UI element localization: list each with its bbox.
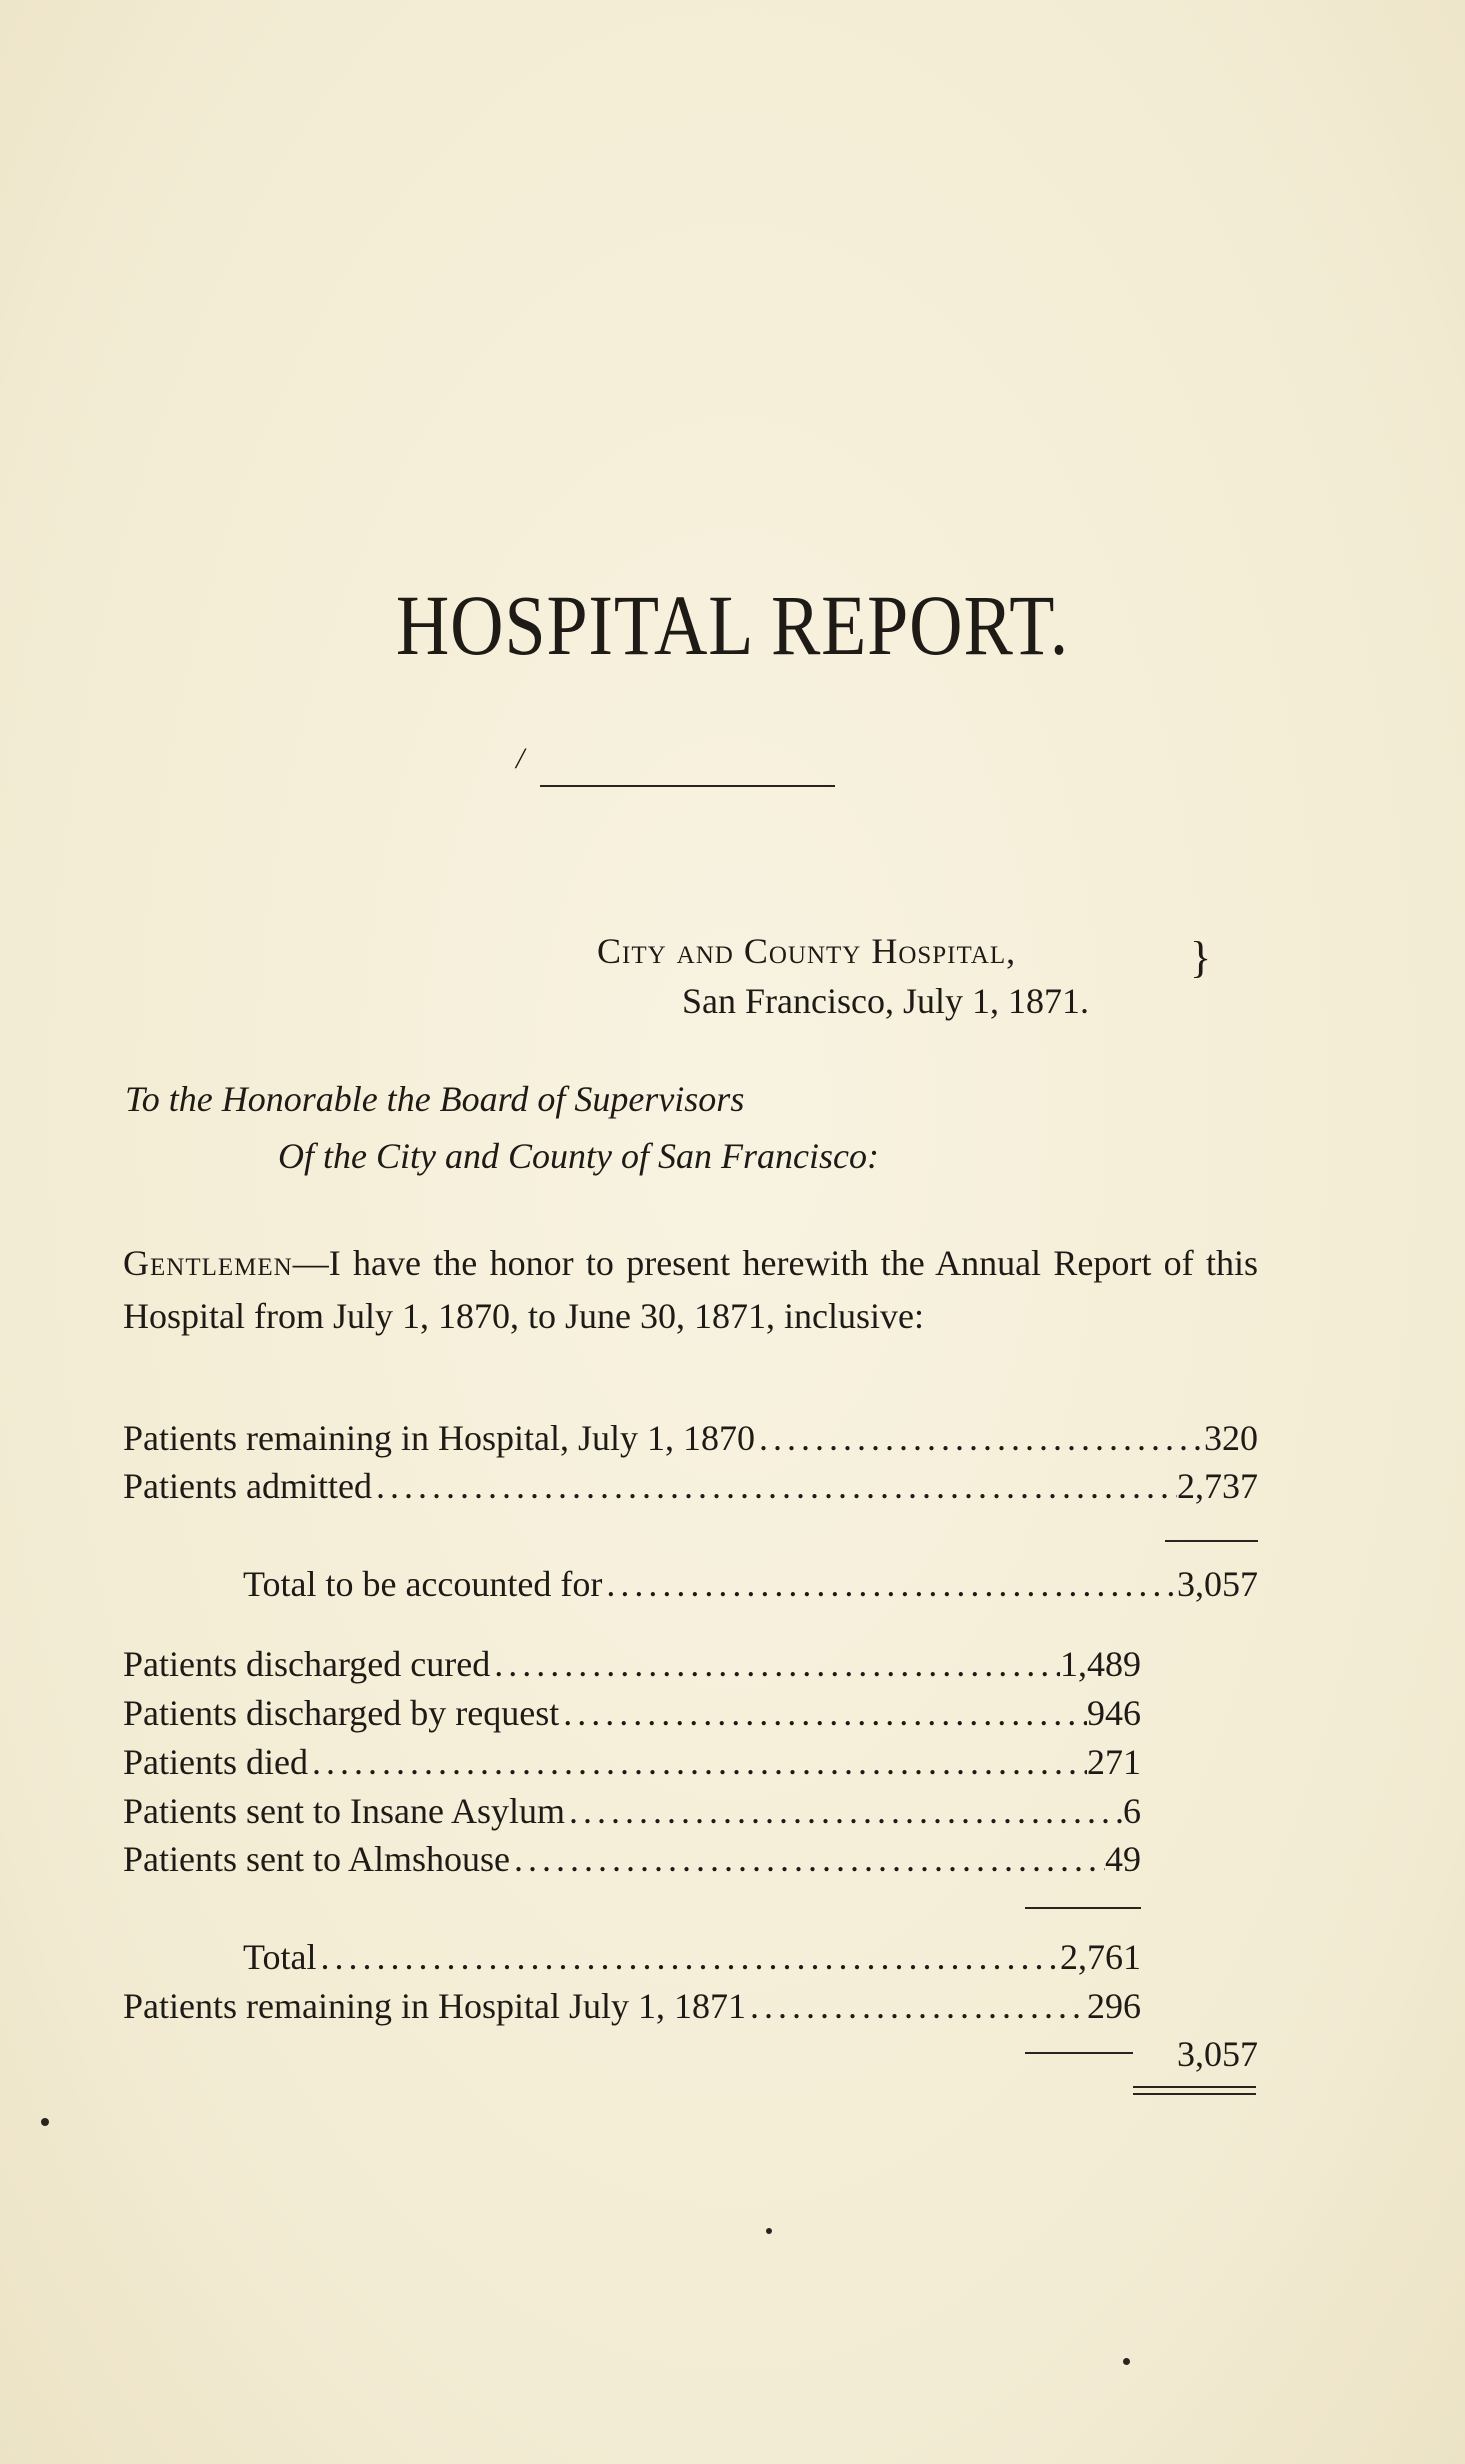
row-label: Total to be accounted for — [243, 1564, 603, 1604]
row-value: 49 — [1105, 1839, 1141, 1879]
row-value: 320 — [1204, 1418, 1258, 1458]
sum-rule — [1165, 1540, 1258, 1542]
intro-paragraph — [123, 1237, 1258, 1343]
row-value: 2,737 — [1177, 1466, 1258, 1506]
row-label: Patients discharged cured — [123, 1644, 491, 1684]
row-label: Patients sent to Insane Asylum — [123, 1791, 565, 1831]
leader-dots — [372, 1465, 1177, 1507]
leader-dots — [510, 1838, 1105, 1880]
leader-dots — [602, 1563, 1177, 1605]
table-row — [243, 1936, 1141, 1978]
row-label: Patients remaining in Hospital, July 1, 1870 — [123, 1418, 755, 1458]
page-title: HOSPITAL REPORT. — [395, 577, 1070, 673]
intro-text: —I have the honor to present herewith the Annual Report of this Hospital from July 1, 1870, to June 30, 1871, inclusive: — [123, 1243, 1258, 1336]
table-row — [123, 1643, 1141, 1685]
row-value: 6 — [1123, 1791, 1141, 1831]
ink-speck — [1123, 2358, 1130, 2365]
table-row — [123, 1465, 1258, 1507]
row-label: Patients sent to Almshouse — [123, 1839, 510, 1879]
grand-total — [1160, 2033, 1258, 2075]
row-label: Patients died — [123, 1742, 308, 1782]
row-label: Patients discharged by request — [123, 1693, 560, 1733]
ink-speck — [766, 2228, 772, 2234]
leader-dots — [565, 1790, 1123, 1832]
header-institution: City and County Hospital, — [597, 931, 1017, 971]
table-row — [123, 1692, 1141, 1734]
address-line-2: Of the City and County of San Francisco: — [278, 1136, 879, 1176]
leader-dots — [316, 1936, 1060, 1978]
table-row — [123, 1790, 1141, 1832]
table-row — [123, 1741, 1141, 1783]
row-value: 271 — [1087, 1742, 1141, 1782]
row-value: 1,489 — [1060, 1644, 1141, 1684]
leader-dots — [746, 1985, 1087, 2027]
leader-dots — [490, 1643, 1060, 1685]
table-row — [123, 1417, 1258, 1459]
header-brace: } — [1190, 933, 1212, 982]
row-value: 3,057 — [1177, 1564, 1258, 1604]
title-rule — [540, 785, 835, 787]
stray-mark: / — [516, 742, 525, 775]
table-row — [123, 1838, 1141, 1880]
header-place-date: San Francisco, July 1, 1871. — [682, 981, 1089, 1021]
grand-total-value: 3,057 — [1177, 2034, 1258, 2074]
row-value: 296 — [1087, 1986, 1141, 2026]
table-row — [243, 1563, 1258, 1605]
row-label: Patients remaining in Hospital July 1, 1871 — [123, 1986, 746, 2026]
address-line-1: To the Honorable the Board of Supervisors — [125, 1079, 745, 1119]
double-rule — [1133, 2086, 1256, 2095]
row-value: 946 — [1087, 1693, 1141, 1733]
ink-speck — [41, 2118, 49, 2126]
row-label: Patients admitted — [123, 1466, 372, 1506]
row-label: Total — [243, 1937, 317, 1977]
salutation: Gentlemen — [123, 1243, 293, 1283]
sum-rule — [1025, 1907, 1141, 1909]
row-value: 2,761 — [1060, 1937, 1141, 1977]
table-row — [123, 1985, 1141, 2027]
leader-dots — [559, 1692, 1087, 1734]
leader-dots — [755, 1417, 1204, 1459]
sum-rule — [1025, 2052, 1133, 2054]
leader-dots — [308, 1741, 1087, 1783]
